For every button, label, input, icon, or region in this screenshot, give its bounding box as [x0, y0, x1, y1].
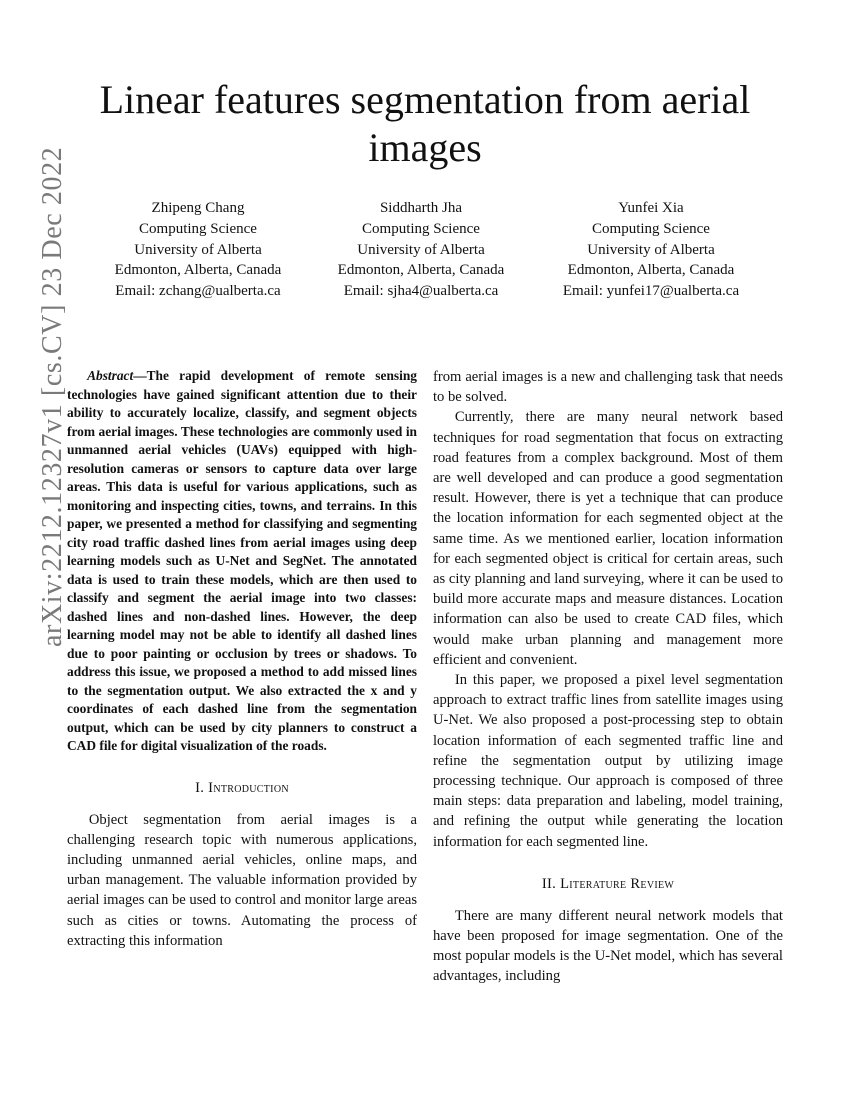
- left-column: [67, 367, 417, 951]
- arxiv-identifier: arXiv:2212.12327v1 [cs.CV] 23 Dec 2022: [37, 146, 68, 647]
- author-department: Computing Science: [139, 220, 257, 237]
- section-heading-literature-review: II. Literature Review: [541, 875, 675, 892]
- author-university: University of Alberta: [587, 241, 715, 258]
- paragraph: Object segmentation from aerial images is a challenging research topic with numerous applications, including unmanned aerial vehicles, online maps, and urban management. The valuable information provided by aerial images can be used to control and monitor large areas such as cities or towns. Automating the process of extracting this information: [67, 811, 417, 949]
- right-column: [433, 367, 783, 987]
- author-location: Edmonton, Alberta, Canada: [337, 262, 505, 279]
- paper-title: Linear features segmentation from aerial images: [99, 77, 751, 170]
- author-block: [323, 198, 519, 302]
- paragraph: from aerial images is a new and challenging task that needs to be solved.: [433, 369, 783, 406]
- author-block: [549, 198, 753, 302]
- author-university: University of Alberta: [134, 241, 262, 258]
- author-block: [100, 198, 296, 302]
- author-email: Email: zchang@ualberta.ca: [115, 283, 281, 300]
- author-location: Edmonton, Alberta, Canada: [567, 262, 735, 279]
- author-location: Edmonton, Alberta, Canada: [114, 262, 282, 279]
- author-name: Zhipeng Chang: [151, 200, 245, 216]
- abstract-label: Abstract: [87, 368, 134, 383]
- author-department: Computing Science: [362, 220, 480, 237]
- paragraph: Currently, there are many neural network based techniques for road segmentation that focus on extracting road features from a complex background. Most of them are well developed and can produce a good segmentation result. However, there is yet a technique that can produce the location information for each segmented object at the same time. As we mentioned earlier, location information for each segmented object is critical for certain areas, such as city planning and land surveying, where it can be used to build more accurate maps and measure distances. Location information can also be used to create CAD files, which would make urban planning and management more efficient and convenient.: [433, 409, 783, 668]
- author-department: Computing Science: [592, 220, 710, 237]
- abstract-text: —The rapid development of remote sensing technologies have gained significant attention due to their ability to accurately localize, classify, and segment objects from aerial images. These technologies are commonly used in unmanned aerial vehicles (UAVs) equipped with high-resolution cameras or sensors to capture data over large areas. This data is useful for various applications, such as monitoring and inspecting cities, towns, and terrains. In this paper, we presented a method for classifying and segmenting city road traffic dashed lines from aerial images using deep learning models such as U-Net and SegNet. The annotated data is used to train these models, which are then used to classify and segment the aerial image into two classes: dashed lines and non-dashed lines. However, the deep learning model may not be able to identify all dashed lines due to poor painting or occlusion by trees or shadows. To address this issue, we proposed a method to add missed lines to the segmentation output. We also extracted the x and y coordinates of each dashed line from the segmentation output, which can be used by city planners to construct a CAD file for digital visualization of the roads.: [67, 368, 417, 753]
- section-heading-introduction: I. Introduction: [195, 779, 289, 796]
- abstract: [67, 367, 417, 756]
- author-email: Email: sjha4@ualberta.ca: [343, 283, 499, 300]
- author-email: Email: yunfei17@ualberta.ca: [562, 283, 740, 300]
- paragraph: In this paper, we proposed a pixel level segmentation approach to extract traffic lines from satellite images using U-Net. We also proposed a post-processing step to obtain location information of each segmented traffic line and refine the segmentation output by utilizing image processing technique. Our approach is composed of three main steps: data preparation and labeling, model training, and refining the output while generating the location information for each segmented line.: [433, 672, 783, 850]
- author-name: Siddharth Jha: [379, 200, 463, 216]
- author-name: Yunfei Xia: [618, 200, 684, 216]
- author-university: University of Alberta: [357, 241, 485, 258]
- paragraph: There are many different neural network models that have been proposed for image segmentation. One of the most popular models is the U-Net model, which has several advantages, including: [433, 907, 783, 985]
